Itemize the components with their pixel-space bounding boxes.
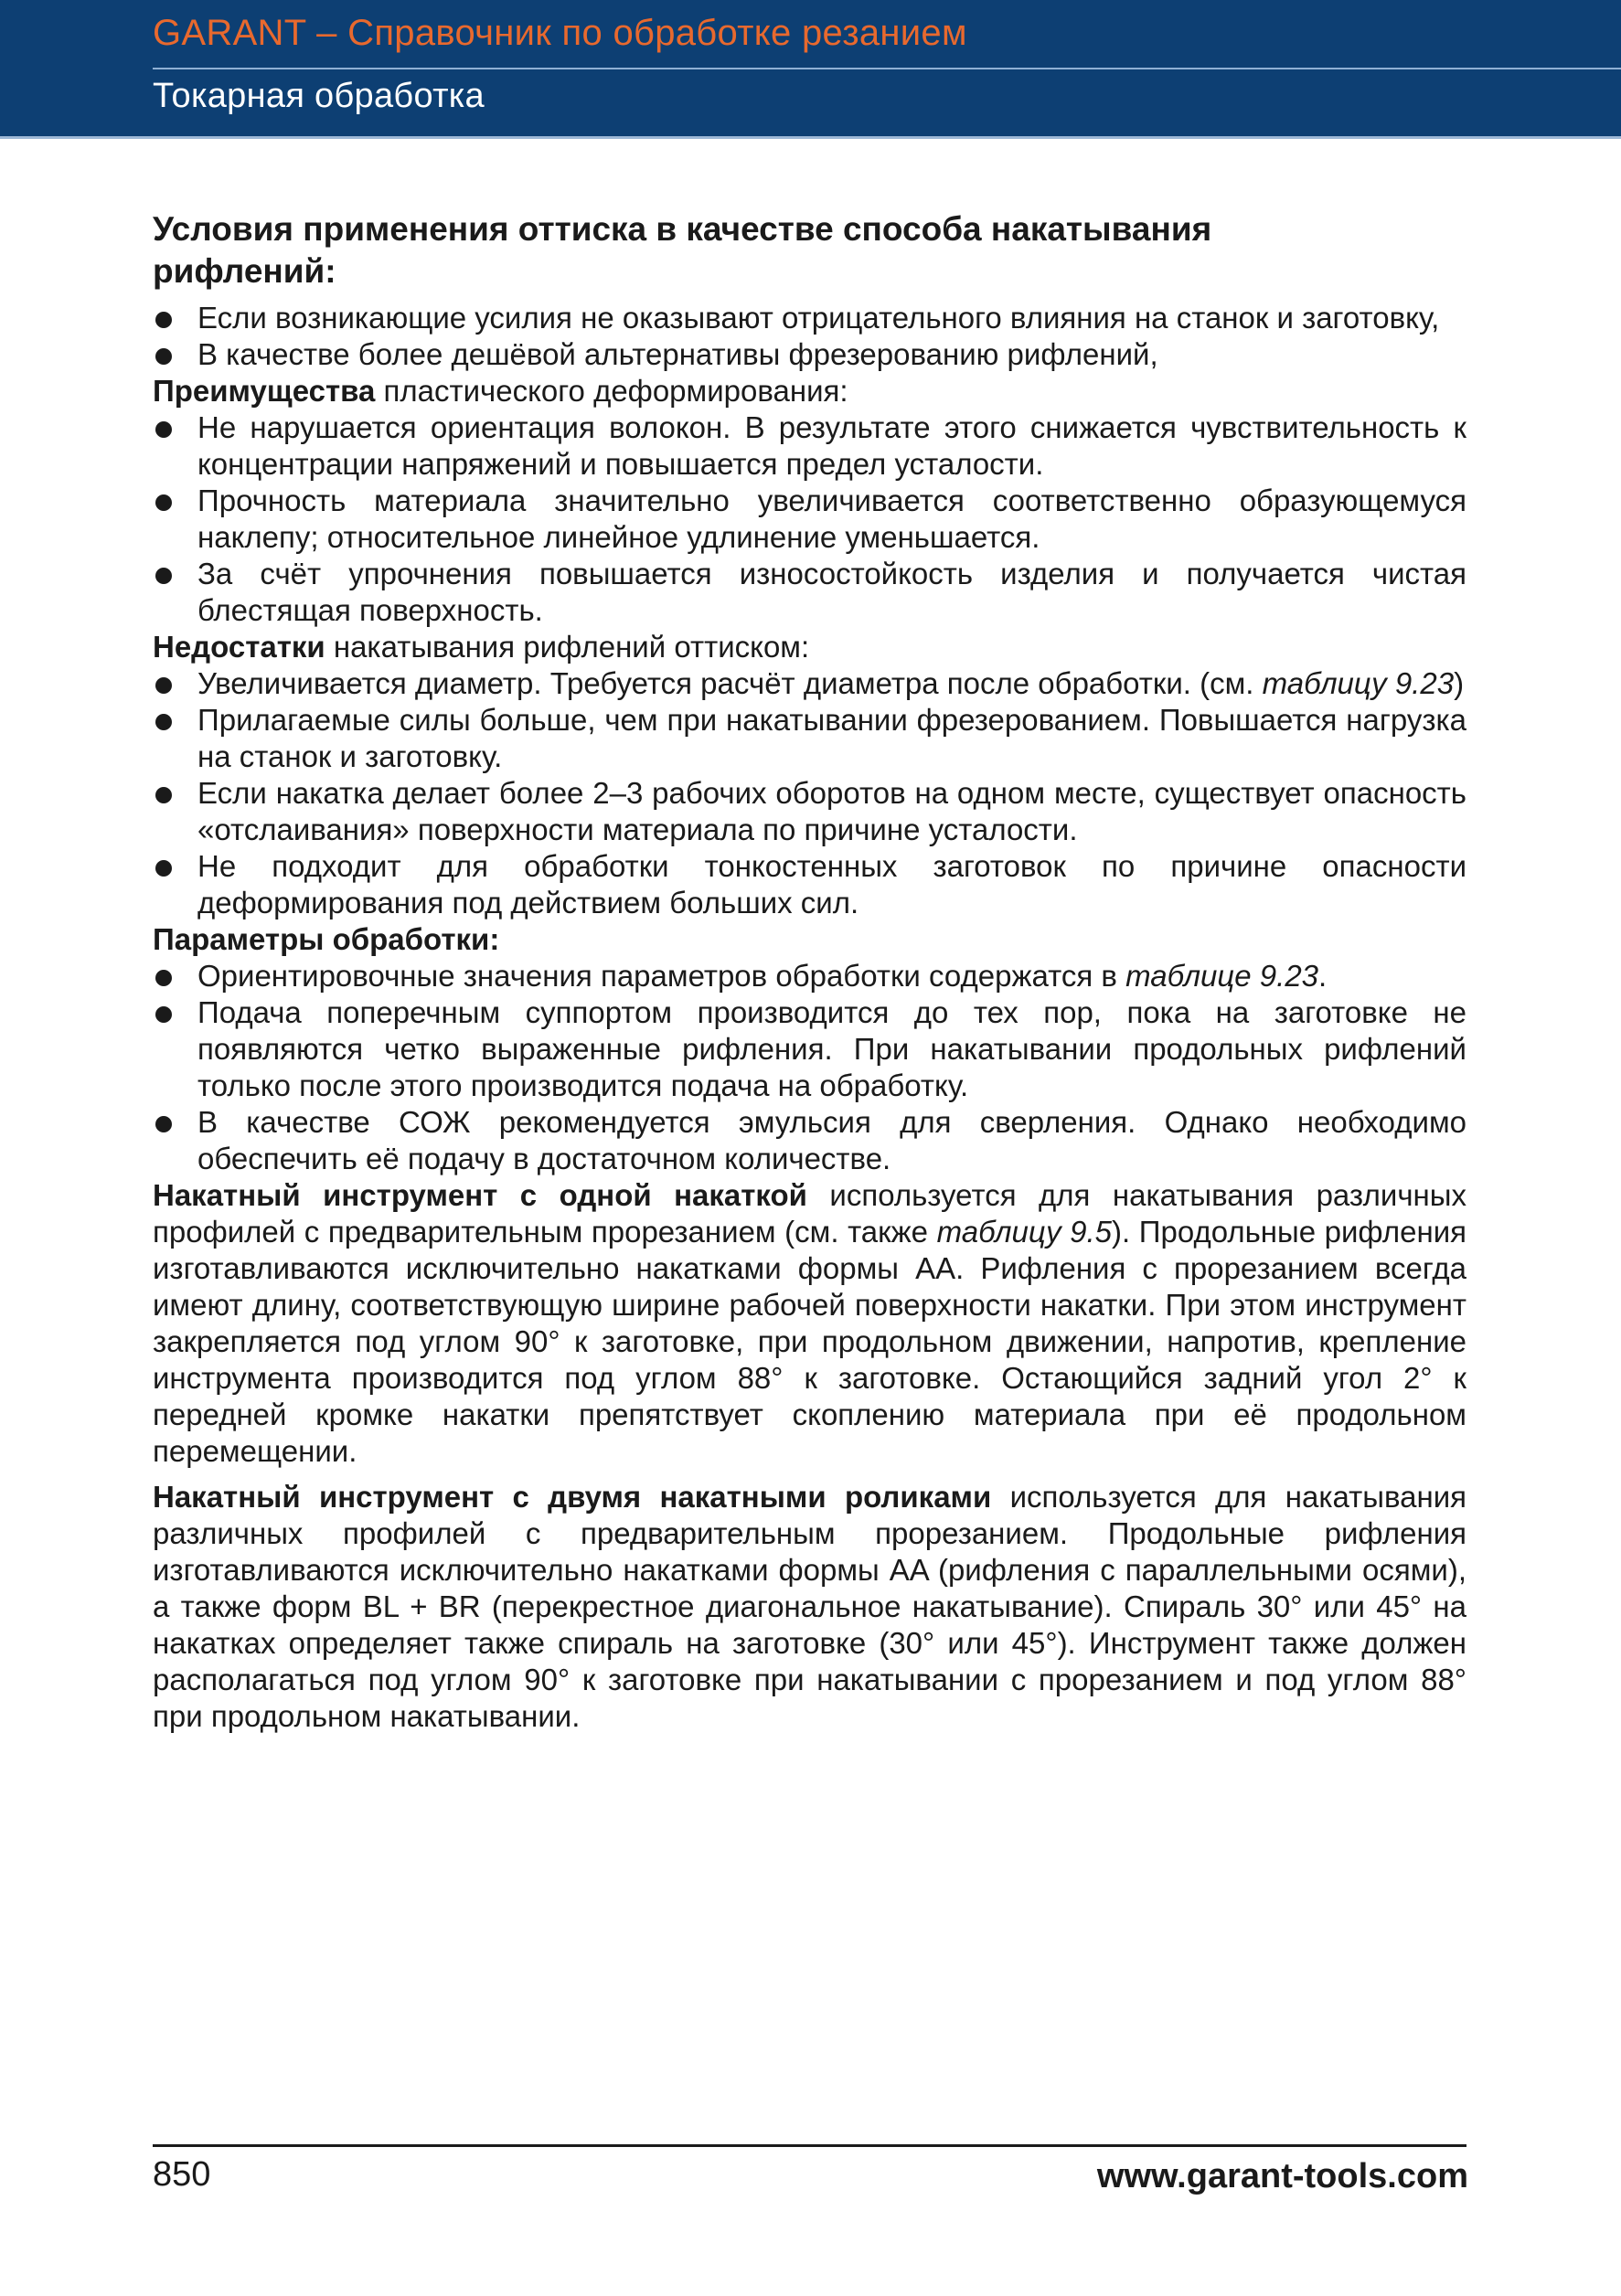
list-item: Увеличивается диаметр. Требуется расчёт диаметра после обработки. (см. таблицу 9.23) — [153, 665, 1466, 702]
list-item: В качестве более дешёвой альтернативы фрезерованию рифлений, — [153, 336, 1466, 373]
single-knurl-paragraph: Накатный инструмент с одной накаткой используется для накатывания различных профилей с предварительным прорезанием (см. также таблицу 9.5). Продольные рифления изготавливаются исключительно накатками формы AA. Рифления с прорезанием всегда имеют длину, соответствующую ширине рабочей поверхности накатки. При этом инструмент закрепляется под углом 90° к заготовке, при продольном движении, напротив, крепление инструмента производится под углом 88° к заготовке. Остающийся задний угол 2° к передней кромке накатки препятствует скоплению материала при её продольном перемещении. — [153, 1178, 1466, 1468]
bullet-icon — [155, 787, 172, 803]
bullet-icon — [155, 312, 172, 328]
header-title: GARANT – Справочник по обработке резанием — [153, 13, 967, 53]
footer-divider — [153, 2144, 1466, 2147]
page-content — [153, 208, 1466, 1744]
section-title: Условия применения оттиска в качестве способа накатывания рифлений: — [153, 210, 1212, 290]
bullet-icon — [155, 568, 172, 584]
bullet-icon — [155, 494, 172, 511]
bullet-icon — [155, 860, 172, 877]
list-item: Если накатка делает более 2–3 рабочих оборотов на одном месте, существует опасность «отслаивания» поверхности материала по причине усталости. — [153, 775, 1466, 848]
table-reference-link[interactable]: таблицу 9.5 — [936, 1215, 1113, 1249]
bullet-icon — [155, 1116, 172, 1132]
advantages-heading: Преимущества пластического деформирования: — [153, 374, 848, 408]
page-header — [0, 0, 1621, 139]
advantages-list — [153, 409, 1466, 629]
header-divider — [153, 68, 1621, 69]
table-reference-link[interactable]: таблице 9.23 — [1125, 959, 1319, 993]
list-item: В качестве СОЖ рекомендуется эмульсия для сверления. Однако необходимо обеспечить её подачу в достаточном количестве. — [153, 1104, 1466, 1177]
website-link[interactable]: www.garant-tools.com — [1096, 2157, 1468, 2195]
bullet-icon — [155, 677, 172, 694]
list-item: Подача поперечным суппортом производится до тех пор, пока на заготовке не появляются четко выраженные рифления. При накатывании продольных рифлений только после этого производится подача на обработку. — [153, 994, 1466, 1104]
bullet-icon — [155, 421, 172, 438]
bullet-icon — [155, 348, 172, 365]
parameters-list — [153, 958, 1466, 1177]
page-number: 850 — [153, 2155, 211, 2194]
conditions-list — [153, 300, 1466, 373]
parameters-heading: Параметры обработки: — [153, 922, 500, 956]
list-item: За счёт упрочнения повышается износостойкость изделия и получается чистая блестящая поверхность. — [153, 556, 1466, 629]
list-item: Прилагаемые силы больше, чем при накатывании фрезерованием. Повышается нагрузка на станок и заготовку. — [153, 702, 1466, 775]
header-subtitle: Токарная обработка — [153, 77, 485, 115]
bullet-icon — [155, 714, 172, 730]
list-item: Не нарушается ориентация волокон. В результате этого снижается чувствительность к концентрации напряжений и повышается предел усталости. — [153, 409, 1466, 483]
list-item: Если возникающие усилия не оказывают отрицательного влияния на станок и заготовку, — [153, 300, 1466, 336]
list-item: Прочность материала значительно увеличивается соответственно образующемуся наклепу; относительное линейное удлинение уменьшается. — [153, 483, 1466, 556]
bullet-icon — [155, 970, 172, 986]
disadvantages-heading: Недостатки накатывания рифлений оттиском: — [153, 630, 810, 664]
list-item: Не подходит для обработки тонкостенных заготовок по причине опасности деформирования под действием больших сил. — [153, 848, 1466, 921]
double-knurl-paragraph: Накатный инструмент с двумя накатными роликами используется для накатывания различных профилей с предварительным прорезанием. Продольные рифления изготавливаются исключительно накатками формы AA (рифления с параллельными осями), а также форм BL + BR (перекрестное диагональное накатывание). Спираль 30° или 45° на накатках определяет также спираль на заготовке (30° или 45°). Инструмент также должен располагаться под углом 90° к заготовке при накатывании с прорезанием и под углом 88° при продольном накатывании. — [153, 1480, 1466, 1733]
table-reference-link[interactable]: таблицу 9.23 — [1262, 666, 1455, 700]
disadvantages-list — [153, 665, 1466, 921]
list-item: Ориентировочные значения параметров обработки содержатся в таблице 9.23. — [153, 958, 1466, 994]
bullet-icon — [155, 1006, 172, 1023]
